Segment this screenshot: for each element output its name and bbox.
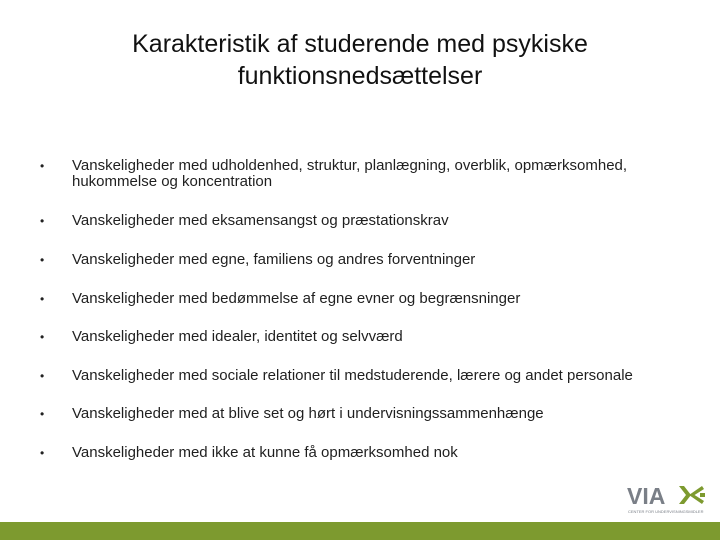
bullet-dot-icon: •: [40, 159, 45, 173]
bullet-dot-icon: •: [40, 407, 45, 421]
bullet-text: Vanskeligheder med bedømmelse af egne evner og begrænsninger: [72, 290, 521, 307]
bullet-text-line-1: Vanskeligheder med udholdenhed, struktur, planlægning, overblik, opmærksomhed,: [72, 157, 628, 174]
bullet-text-line-2: hukommelse og koncentration: [72, 173, 273, 190]
bullet-dot-icon: •: [40, 330, 45, 344]
bullet-dot-icon: •: [40, 292, 45, 306]
bullet-text: Vanskeligheder med ikke at kunne få opmærksomhed nok: [72, 444, 458, 461]
slide-title-line-1: Karakteristik af studerende med psykiske: [132, 30, 588, 58]
via-logo-icon: [627, 484, 707, 518]
bullet-text: Vanskeligheder med idealer, identitet og selvværd: [72, 328, 403, 345]
slide-title-line-2: funktionsnedsættelser: [237, 62, 483, 90]
via-logo-tagline: CENTER FOR UNDERVISNINGSMIDLER: [628, 509, 704, 514]
bullet-dot-icon: •: [40, 446, 45, 460]
via-logo-arrow-icon: [679, 486, 705, 504]
bullet-text: Vanskeligheder med eksamensangst og præstationskrav: [72, 212, 449, 229]
footer-bar: [0, 522, 720, 540]
bullet-dot-icon: •: [40, 369, 45, 383]
via-logo-wordmark: VIA: [627, 484, 666, 509]
bullet-dot-icon: •: [40, 214, 45, 228]
bullet-text: Vanskeligheder med at blive set og hørt i undervisningssammenhænge: [72, 405, 544, 422]
bullet-text: Vanskeligheder med egne, familiens og andres forventninger: [72, 251, 476, 268]
bullet-text: [72, 158, 682, 190]
via-logo: [627, 484, 707, 518]
bullet-dot-icon: •: [40, 253, 45, 267]
bullet-text: Vanskeligheder med sociale relationer til medstuderende, lærere og andet personale: [72, 367, 633, 384]
